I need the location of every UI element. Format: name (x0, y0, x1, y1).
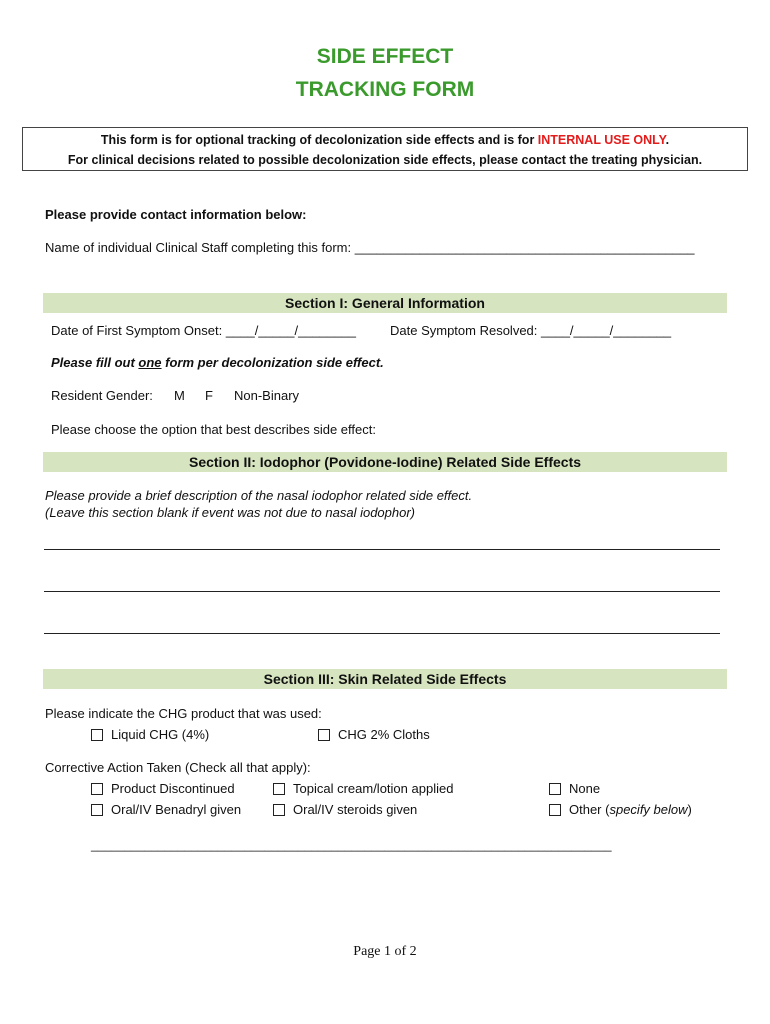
checkbox[interactable] (549, 804, 561, 816)
section-1-header: Section I: General Information (43, 293, 727, 313)
action-none[interactable] (549, 781, 600, 796)
checkbox[interactable] (318, 729, 330, 741)
gender-option-non-binary[interactable]: Non-Binary (234, 388, 300, 403)
notice-text: This form is for optional tracking of decolonization side effects and is for (100, 133, 538, 147)
corrective-action-prompt: Corrective Action Taken (Check all that apply): (45, 760, 311, 775)
staff-name-field[interactable]: Name of individual Clinical Staff completing this form: _______________________________________________ (45, 240, 695, 255)
description-line-1[interactable] (44, 549, 720, 550)
contact-heading: Please provide contact information below: (45, 207, 307, 222)
option-liquid-chg[interactable] (91, 727, 209, 742)
gender-label: Resident Gender: (51, 388, 153, 403)
action-benadryl[interactable] (91, 802, 241, 817)
notice-line-1 (23, 130, 747, 150)
checkbox[interactable] (91, 729, 103, 741)
checkbox[interactable] (273, 804, 285, 816)
instruction-emphasis: one (138, 355, 162, 370)
description-line-3[interactable] (44, 633, 720, 634)
option-label: Oral/IV Benadryl given (111, 802, 242, 817)
option-label: None (569, 781, 601, 796)
form-title-line2: TRACKING FORM (295, 78, 475, 101)
notice-line-2: For clinical decisions related to possible decolonization side effects, please contact the treating physician. (67, 153, 703, 167)
notice-period: . (665, 133, 670, 147)
checkbox[interactable] (549, 783, 561, 795)
one-form-instruction (51, 355, 384, 370)
other-specify-line[interactable]: ______________________________________________________________________________ (91, 838, 612, 852)
section-3-header: Section III: Skin Related Side Effects (43, 669, 727, 689)
iodophor-blank-note: (Leave this section blank if event was not due to nasal iodophor) (45, 505, 416, 520)
option-label: Other ( (569, 802, 610, 817)
internal-use-notice (22, 127, 748, 171)
page-number: Page 1 of 2 (353, 944, 417, 959)
iodophor-description-prompt: Please provide a brief description of the nasal iodophor related side effect. (45, 488, 473, 503)
instruction-text: Please fill out (51, 355, 139, 370)
gender-option-m[interactable]: M (174, 388, 185, 403)
option-label-end: ) (687, 802, 692, 817)
symptom-onset-date-field[interactable]: Date of First Symptom Onset: ____/_____/________ (51, 323, 356, 338)
action-topical-cream[interactable] (273, 781, 453, 796)
form-title-line1: SIDE EFFECT (316, 45, 454, 68)
action-product-discontinued[interactable] (91, 781, 235, 796)
option-label: Liquid CHG (4%) (111, 727, 210, 742)
section-2-header: Section II: Iodophor (Povidone-Iodine) Related Side Effects (43, 452, 727, 472)
option-label-emphasis: specify below (609, 802, 688, 817)
checkbox[interactable] (91, 783, 103, 795)
option-chg-cloths[interactable] (318, 727, 430, 742)
option-label: Oral/IV steroids given (293, 802, 418, 817)
action-steroids[interactable] (273, 802, 417, 817)
action-other[interactable] (549, 802, 692, 817)
side-effect-choice-prompt: Please choose the option that best describes side effect: (51, 422, 376, 437)
checkbox[interactable] (273, 783, 285, 795)
internal-use-label: INTERNAL USE ONLY (537, 133, 666, 147)
description-line-2[interactable] (44, 591, 720, 592)
checkbox[interactable] (91, 804, 103, 816)
chg-product-prompt: Please indicate the CHG product that was used: (45, 706, 322, 721)
symptom-resolved-date-field[interactable]: Date Symptom Resolved: ____/_____/________ (390, 323, 672, 338)
gender-option-f[interactable]: F (205, 388, 213, 403)
option-label: Topical cream/lotion applied (293, 781, 454, 796)
option-label: CHG 2% Cloths (338, 727, 430, 742)
option-label: Product Discontinued (111, 781, 235, 796)
instruction-text-end: form per decolonization side effect. (161, 355, 384, 370)
